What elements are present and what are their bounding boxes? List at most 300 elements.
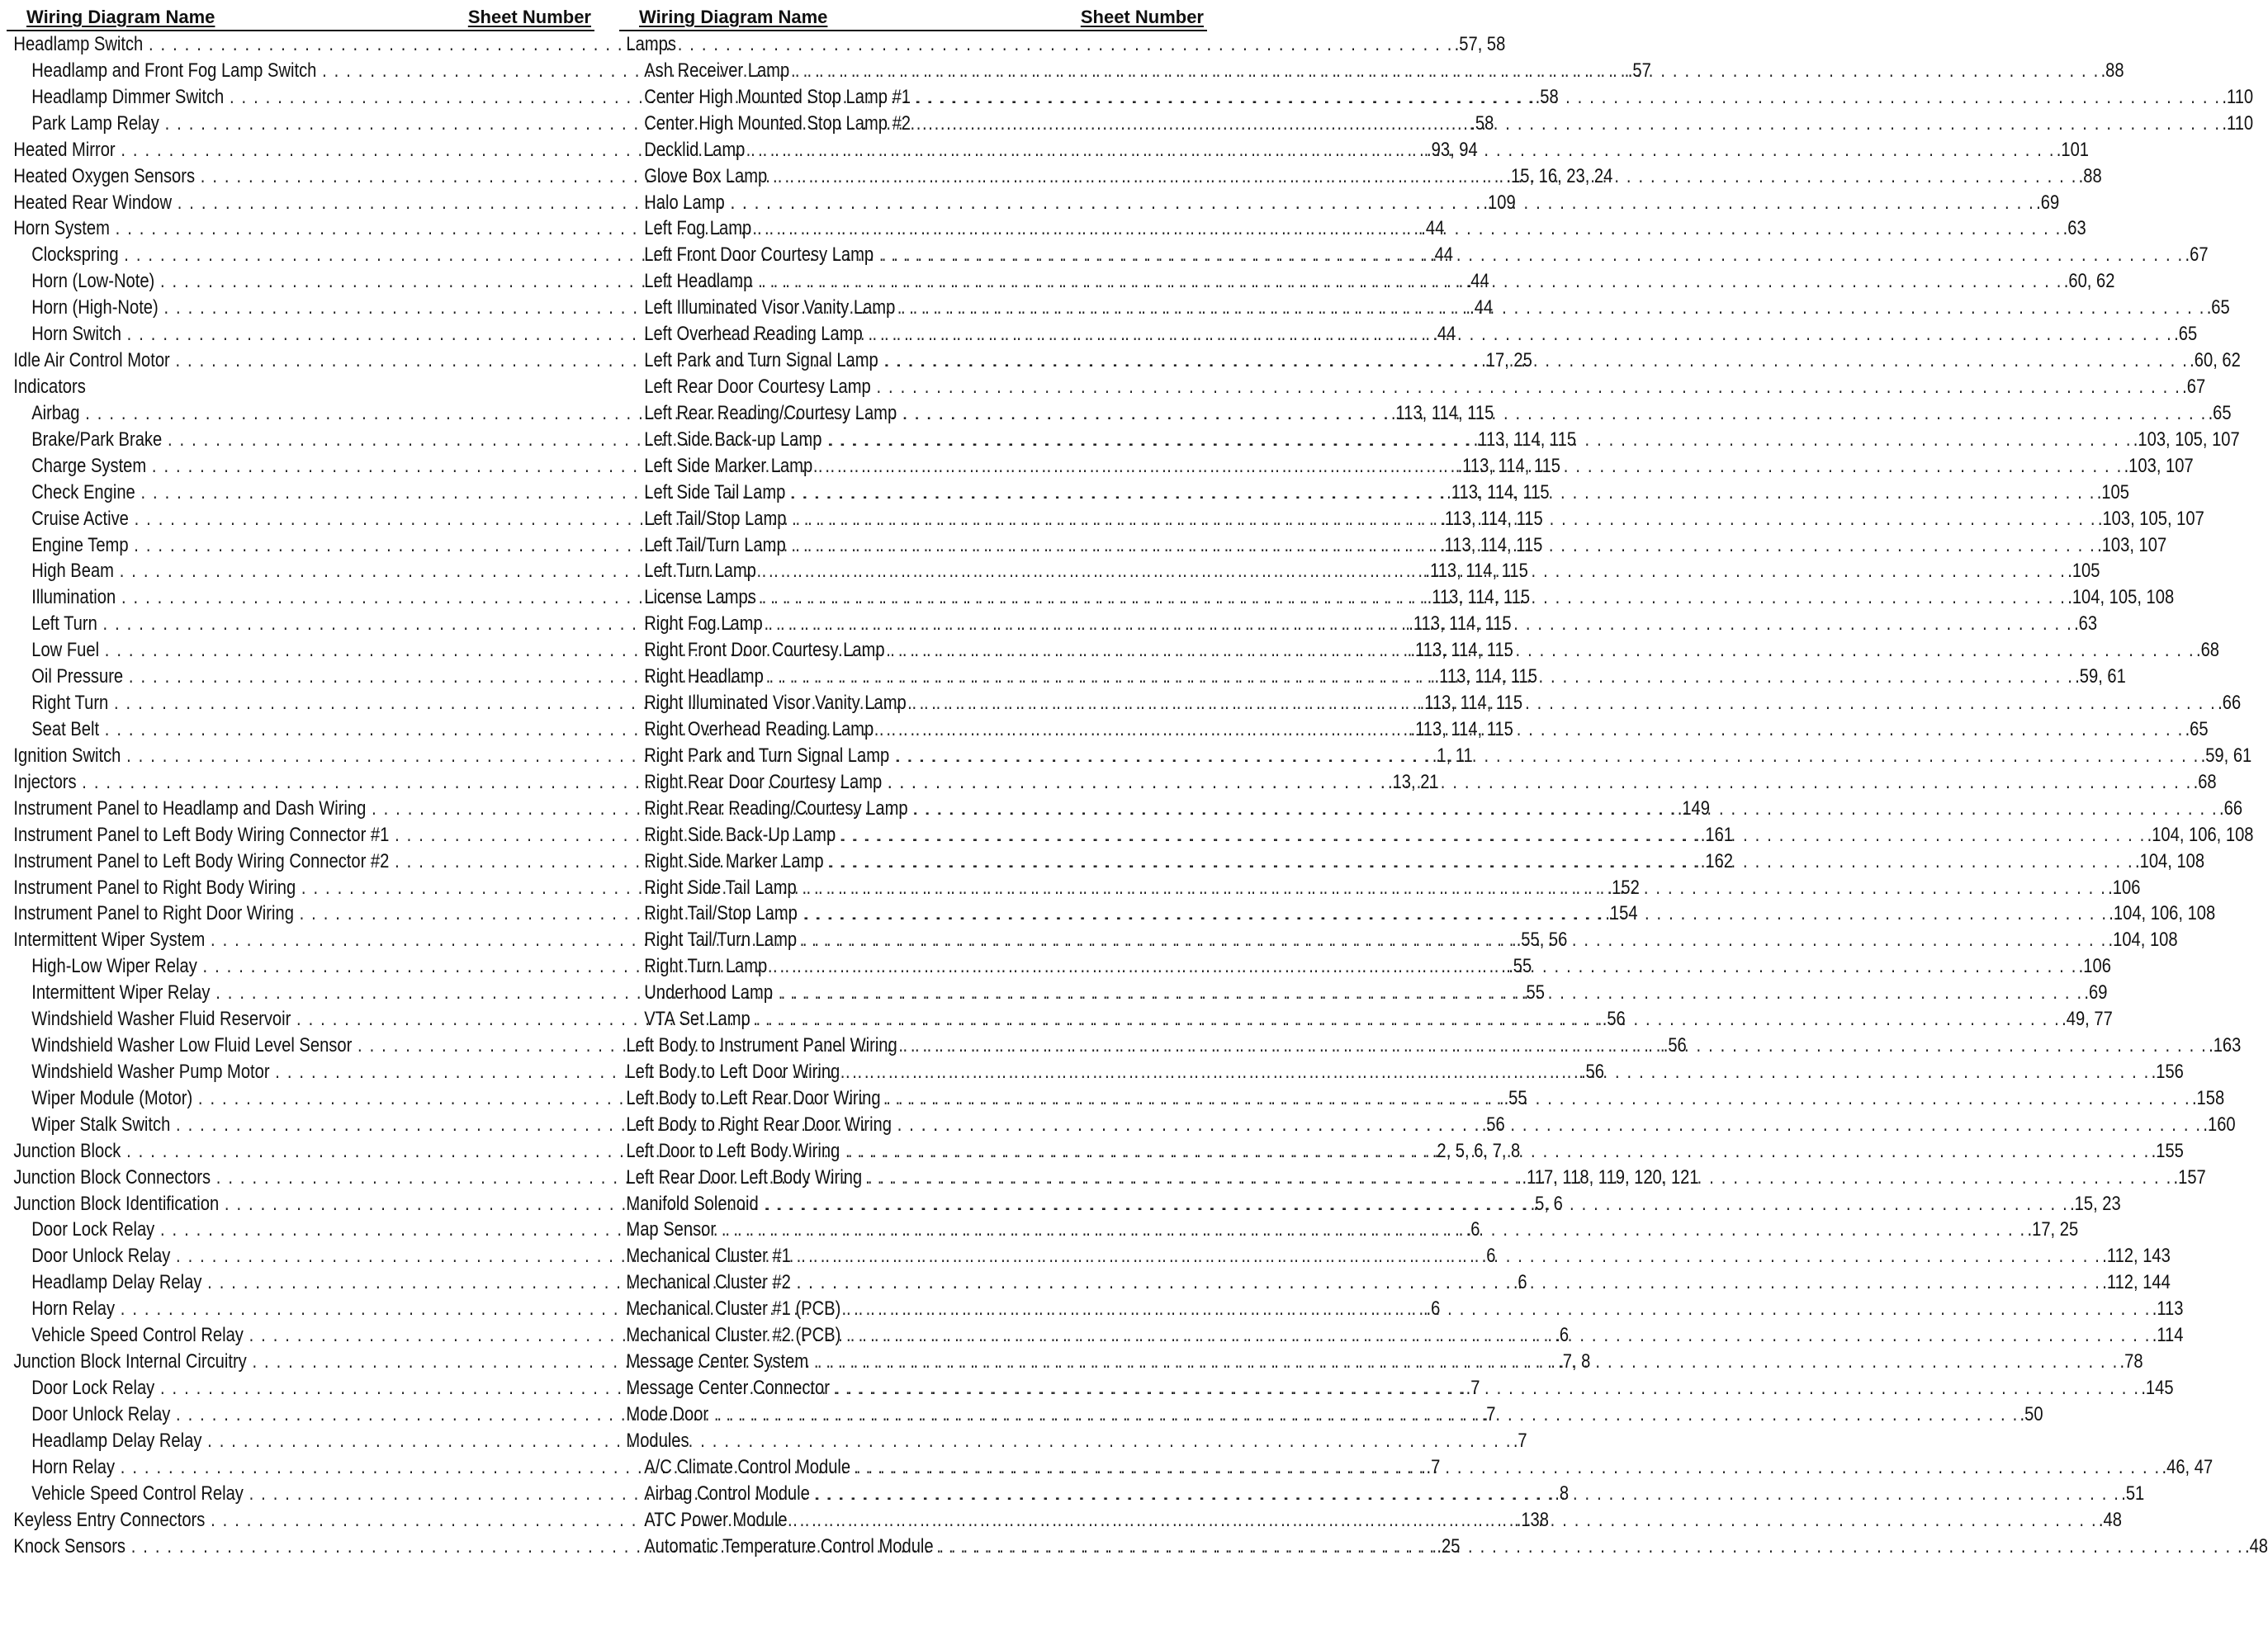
entry-name: Left Body to Left Door Wiring <box>626 1060 840 1083</box>
entry-name: License Lamps <box>644 586 756 609</box>
dot-leader <box>911 690 2216 716</box>
entry-name: Horn System <box>13 217 110 240</box>
entry-sheet-number: .113, 114, 115 <box>1447 480 1550 503</box>
entry-name: Left Rear Door Left Body Wiring <box>626 1165 863 1189</box>
entry-name: A/C Climate Control Module <box>644 1455 851 1478</box>
entry-name: Junction Block Identification <box>13 1192 220 1215</box>
dot-leader <box>890 637 2195 664</box>
entry-name: Heated Rear Window <box>13 191 173 214</box>
entry-name: Right Overhead Reading Lamp <box>644 717 874 740</box>
entry-name: Left Overhead Reading Lamp <box>644 323 863 346</box>
entry-name: Left Front Door Courtesy Lamp <box>644 243 874 267</box>
dot-leader <box>769 664 2074 690</box>
dot-leader <box>939 1534 2243 1560</box>
entry-sheet-number: .163 <box>2209 1034 2242 1057</box>
entry-sheet-number: .6 <box>1481 1245 1496 1268</box>
dot-leader <box>846 1296 2151 1322</box>
entry-sheet-number: .15, 16, 23, 24 <box>1506 164 1613 187</box>
entry-name: Instrument Panel to Right Door Wiring <box>13 902 294 925</box>
entry-sheet-number: .15, 23 <box>2070 1192 2121 1215</box>
entry-sheet-number: .44 <box>1470 296 1494 319</box>
dot-leader <box>901 295 2205 321</box>
entry-sheet-number: .8 <box>1555 1482 1570 1505</box>
entry-name: Left Rear Reading/Courtesy Lamp <box>644 401 897 424</box>
index-entry <box>619 1243 2171 1269</box>
entry-name: Left Park and Turn Signal Lamp <box>644 349 878 372</box>
entry-name: Glove Box Lamp <box>644 164 768 187</box>
dot-leader <box>883 347 2188 374</box>
entry-sheet-number: .69 <box>2036 191 2060 214</box>
entry-sheet-number: .154 <box>1605 902 1638 925</box>
dot-leader <box>714 1401 2019 1428</box>
entry-name: Ash Receiver Lamp <box>644 59 790 82</box>
entry-name: Airbag Control Module <box>644 1482 810 1505</box>
dot-leader <box>836 1375 2140 1401</box>
wiring-diagram-name-header: Wiring Diagram Name <box>26 7 215 27</box>
entry-sheet-number: .7 <box>1465 1377 1480 1400</box>
entry-name: Left Turn <box>31 612 97 636</box>
entry-name: Intermittent Wiper Relay <box>31 981 211 1004</box>
entry-name: Left Door to Left Body Wiring <box>626 1139 840 1162</box>
entry-name: Halo Lamp <box>644 191 725 214</box>
entry-name: Right Turn <box>31 692 109 715</box>
entry-sheet-number: .65 <box>2185 717 2209 740</box>
entry-name: Map Sensor <box>626 1218 717 1241</box>
entry-sheet-number: .101 <box>2056 138 2090 161</box>
entry-sheet-number: .106 <box>2108 876 2141 899</box>
entry-sheet-number: .60, 62 <box>2063 270 2115 293</box>
entry-name: Horn Relay <box>31 1297 116 1321</box>
dot-leader <box>773 953 2077 980</box>
entry-name: Check Engine <box>31 480 135 503</box>
entry-sheet-number: .114 <box>2152 1324 2184 1347</box>
dot-leader <box>902 1033 2207 1059</box>
dot-leader <box>846 1322 2151 1349</box>
entry-name: Wiper Module (Motor) <box>31 1086 193 1109</box>
entry-name: Idle Air Control Motor <box>13 349 170 372</box>
entry-name: Windshield Washer Low Fluid Level Sensor <box>31 1034 353 1057</box>
entry-name: Windshield Washer Fluid Reservoir <box>31 1008 291 1031</box>
entry-name: Message Center Connector <box>626 1377 830 1400</box>
dot-leader <box>755 1006 2060 1033</box>
entry-sheet-number: .6 <box>1555 1324 1570 1347</box>
entry-name: Headlamp Switch <box>13 33 144 55</box>
entry-sheet-number: .57, 58 <box>1454 33 1506 55</box>
entry-sheet-number: .138 <box>1516 1508 1549 1531</box>
entry-name: Ignition Switch <box>13 744 121 767</box>
entry-name: Brake/Park Brake <box>31 428 163 451</box>
entry-sheet-number: .56 <box>1481 1113 1505 1136</box>
entry-name: Horn (Low-Note) <box>31 270 155 293</box>
dot-leader <box>827 427 2132 453</box>
entry-sheet-number: .17, 25 <box>1481 349 1532 372</box>
dot-leader <box>868 1165 2172 1191</box>
entry-name: Instrument Panel to Left Body Wiring Connector #1 <box>13 823 390 846</box>
entry-name: Right Tail/Stop Lamp <box>644 902 798 925</box>
dot-leader <box>902 400 2207 427</box>
entry-sheet-number: .88 <box>2100 59 2124 82</box>
dot-leader <box>722 1217 2026 1243</box>
entry-sheet-number: .105 <box>2096 480 2129 503</box>
entry-sheet-number: .60, 62 <box>2190 349 2241 372</box>
entry-sheet-number: .104, 106, 108 <box>2109 902 2216 925</box>
entry-name: High Beam <box>31 560 114 583</box>
index-entry <box>619 1296 2184 1322</box>
entry-name: Left Side Marker Lamp <box>644 454 813 477</box>
entry-sheet-number: .65 <box>2206 296 2230 319</box>
dot-leader <box>750 137 2055 163</box>
entry-name: Left Side Back-up Lamp <box>644 428 822 451</box>
dot-leader <box>768 611 2072 637</box>
entry-name: Right Headlamp <box>644 665 764 688</box>
entry-sheet-number: .55 <box>1503 1086 1527 1109</box>
entry-sheet-number: .1, 11 <box>1432 744 1473 767</box>
entry-name: Right Front Door Courtesy Lamp <box>644 639 885 662</box>
entry-name: Headlamp and Front Fog Lamp Switch <box>31 59 317 82</box>
dot-leader <box>762 558 2067 584</box>
column-header <box>7 5 594 31</box>
entry-sheet-number: .103, 105, 107 <box>2133 428 2240 451</box>
dot-leader <box>797 1269 2101 1296</box>
entry-sheet-number: .113, 114, 115 <box>1439 533 1543 556</box>
entry-sheet-number: .50 <box>2019 1402 2043 1425</box>
entry-sheet-number: .69 <box>2084 981 2108 1004</box>
entry-name: Instrument Panel to Headlamp and Dash Wiring <box>13 796 367 820</box>
entry-sheet-number: .93, 94 <box>1427 138 1478 161</box>
entry-sheet-number: .113, 114, 115 <box>1427 586 1531 609</box>
dot-leader <box>791 480 2095 506</box>
entry-name: Junction Block <box>13 1139 121 1162</box>
dot-leader <box>803 900 2108 927</box>
entry-name: Left Body to Instrument Panel Wiring <box>626 1034 897 1057</box>
dot-leader <box>762 584 2067 611</box>
entry-name: Door Lock Relay <box>31 1218 155 1241</box>
entry-name: Center High Mounted Stop Lamp #1 <box>644 85 911 108</box>
entry-sheet-number: .5, 6 <box>1530 1192 1563 1215</box>
entry-sheet-number: .59, 61 <box>2075 665 2126 688</box>
dot-leader <box>845 1059 2150 1085</box>
dot-leader <box>913 796 2218 822</box>
entry-sheet-number: .113, 114, 115 <box>1419 692 1523 715</box>
entry-sheet-number: .104, 108 <box>2135 849 2205 872</box>
entry-sheet-number: .58 <box>1470 111 1494 135</box>
entry-name: Horn Relay <box>31 1455 116 1478</box>
entry-sheet-number: .7 <box>1426 1455 1441 1478</box>
entry-sheet-number: .2, 5, 6, 7, 8 <box>1432 1139 1521 1162</box>
entry-name: Wiper Stalk Switch <box>31 1113 171 1136</box>
dot-leader <box>916 84 2221 111</box>
dot-leader <box>916 111 2221 137</box>
entry-name: Junction Block Internal Circuitry <box>13 1350 247 1373</box>
entry-name: Underhood Lamp <box>644 981 774 1004</box>
dot-leader <box>886 1085 2190 1112</box>
entry-sheet-number: .51 <box>2121 1482 2145 1505</box>
dot-leader <box>803 927 2107 953</box>
dot-leader <box>802 875 2106 901</box>
entry-name: Clockspring <box>31 243 119 267</box>
entry-name: Modules <box>626 1429 689 1452</box>
dot-leader <box>876 374 2180 400</box>
entry-name: Right Park and Turn Signal Lamp <box>644 744 890 767</box>
entry-sheet-number: .44 <box>1465 270 1489 293</box>
entry-name: Left Body to Left Rear Door Wiring <box>626 1086 881 1109</box>
entry-sheet-number: .103, 105, 107 <box>2097 507 2204 530</box>
entry-name: Decklid Lamp <box>644 138 746 161</box>
entry-sheet-number: .48 <box>2244 1534 2268 1557</box>
entry-sheet-number: .161 <box>1700 823 1734 846</box>
entry-name: Left Turn Lamp <box>644 560 756 583</box>
entry-name: Illumination <box>31 586 116 609</box>
entry-sheet-number: .63 <box>2062 217 2086 240</box>
dot-leader <box>829 848 2133 875</box>
entry-name: Injectors <box>13 770 77 793</box>
index-entry <box>619 1401 2043 1428</box>
entry-sheet-number: .55 <box>1508 955 1532 978</box>
entry-sheet-number: .56 <box>1663 1034 1687 1057</box>
dot-leader <box>797 1243 2101 1269</box>
entry-sheet-number: .13, 21 <box>1387 770 1439 793</box>
entry-name: Right Rear Reading/Courtesy Lamp <box>644 796 908 820</box>
entry-sheet-number: .44 <box>1421 217 1445 240</box>
entry-sheet-number: .149 <box>1677 796 1710 820</box>
dot-leader <box>868 321 2172 347</box>
entry-sheet-number: .65 <box>2174 323 2198 346</box>
entry-name: Cruise Active <box>31 507 129 530</box>
entry-name: Engine Temp <box>31 533 129 556</box>
entry-sheet-number: .7 <box>1481 1402 1496 1425</box>
entry-name: Low Fuel <box>31 639 100 662</box>
dot-leader <box>758 268 2062 295</box>
index-entry <box>619 1375 2174 1401</box>
dot-leader <box>779 980 2083 1006</box>
entry-name: Mode Door <box>626 1402 709 1425</box>
entry-sheet-number: .113, 114, 115 <box>1410 639 1513 662</box>
entry-name: Mechanical Cluster #2 (PCB) <box>626 1324 841 1347</box>
entry-sheet-number: .66 <box>2218 692 2242 715</box>
entry-sheet-number: .113, 114, 115 <box>1390 401 1494 424</box>
entry-sheet-number: .48 <box>2098 1508 2122 1531</box>
entry-name: Left Rear Door Courtesy Lamp <box>644 375 871 398</box>
entry-sheet-number: .112, 144 <box>2102 1271 2171 1294</box>
dot-leader <box>791 532 2095 559</box>
entry-name: Door Unlock Relay <box>31 1245 171 1268</box>
index-entry <box>619 1322 2184 1349</box>
dot-leader <box>730 190 2034 216</box>
dot-leader <box>818 453 2123 480</box>
dot-leader <box>814 1349 2119 1375</box>
entry-sheet-number: .49, 77 <box>2062 1008 2113 1031</box>
entry-name: Lamps <box>626 33 676 55</box>
entry-sheet-number: .112, 143 <box>2102 1245 2171 1268</box>
entry-sheet-number: .104, 105, 108 <box>2067 586 2175 609</box>
entry-name: Keyless Entry Connectors <box>13 1508 206 1531</box>
dot-leader <box>845 1138 2150 1165</box>
entry-name: Left Tail/Stop Lamp <box>644 507 787 530</box>
index-entry <box>619 1454 2214 1481</box>
entry-name: Manifold Solenoid <box>626 1192 759 1215</box>
column-header <box>619 5 1207 31</box>
entry-sheet-number: .66 <box>2219 796 2243 820</box>
entry-name: Knock Sensors <box>13 1534 125 1557</box>
sheet-number-header: Sheet Number <box>467 7 591 27</box>
entry-sheet-number: .46, 47 <box>2161 1455 2214 1478</box>
entry-sheet-number: .6 <box>1513 1271 1527 1294</box>
entry-sheet-number: .117, 118, 119, 120, 121 <box>1522 1165 1699 1189</box>
entry-sheet-number: .17, 25 <box>2027 1218 2079 1241</box>
dot-leader <box>773 163 2077 190</box>
index-entry <box>619 1269 2171 1296</box>
entry-name: Headlamp Delay Relay <box>31 1271 202 1294</box>
entry-sheet-number: .113, 114, 115 <box>1410 717 1513 740</box>
entry-sheet-number: .113, 114, 115 <box>1440 507 1543 530</box>
entry-sheet-number: .106 <box>2078 955 2111 978</box>
entry-sheet-number: .67 <box>2182 375 2206 398</box>
entry-name: Charge System <box>31 454 147 477</box>
entry-name: Left Headlamp <box>644 270 753 293</box>
index-entry <box>619 374 2206 400</box>
entry-name: Right Tail/Turn Lamp <box>644 929 798 952</box>
dot-leader <box>888 769 2192 796</box>
entry-name: Right Side Back-Up Lamp <box>644 823 836 846</box>
entry-name: VTA Set Lamp <box>644 1008 750 1031</box>
entry-name: Headlamp Dimmer Switch <box>31 85 225 108</box>
wiring-diagram-name-header: Wiring Diagram Name <box>639 7 828 27</box>
entry-name: Intermittent Wiper System <box>13 929 206 952</box>
entry-sheet-number: .58 <box>1535 85 1559 108</box>
entry-name: Windshield Washer Pump Motor <box>31 1060 270 1083</box>
entry-sheet-number: .78 <box>2119 1350 2143 1373</box>
entry-sheet-number: .157 <box>2173 1165 2206 1189</box>
dot-leader <box>816 1481 2120 1507</box>
entry-sheet-number: .57 <box>1627 59 1651 82</box>
entry-sheet-number: .65 <box>2208 401 2232 424</box>
entry-sheet-number: .162 <box>1700 849 1734 872</box>
dot-leader <box>793 1507 2097 1534</box>
entry-sheet-number: .113, 114, 115 <box>1457 454 1561 477</box>
entry-sheet-number: .113, 114, 115 <box>1409 612 1512 636</box>
entry-sheet-number: .113, 114, 115 <box>1434 665 1537 688</box>
index-entry <box>619 1059 2184 1085</box>
dot-leader <box>795 58 2100 84</box>
entry-name: Instrument Panel to Left Body Wiring Connector #2 <box>13 849 390 872</box>
dot-leader <box>856 1454 2161 1481</box>
entry-sheet-number: .55 <box>1521 981 1545 1004</box>
entry-name: Oil Pressure <box>31 665 124 688</box>
entry-sheet-number: .104, 108 <box>2108 929 2178 952</box>
entry-name: Mechanical Cluster #1 <box>626 1245 791 1268</box>
entry-sheet-number: .67 <box>2185 243 2209 267</box>
entry-name: Right Side Tail Lamp <box>644 876 797 899</box>
entry-name: Horn (High-Note) <box>31 296 159 319</box>
entry-name: Heated Mirror <box>13 138 116 161</box>
entry-name: High-Low Wiper Relay <box>31 955 197 978</box>
entry-name: Door Lock Relay <box>31 1377 155 1400</box>
index-group-heading <box>619 31 1214 58</box>
entry-name: Indicators <box>13 375 86 398</box>
entry-name: Park Lamp Relay <box>31 111 159 135</box>
entry-name: Airbag <box>31 401 80 424</box>
entry-sheet-number: .104, 106, 108 <box>2147 823 2254 846</box>
entry-name: Left Body to Right Rear Door Wiring <box>626 1113 892 1136</box>
entry-sheet-number: .109 <box>1483 191 1516 214</box>
entry-name: Message Center System <box>626 1350 809 1373</box>
entry-sheet-number: .55, 56 <box>1516 929 1568 952</box>
dot-leader <box>879 716 2184 743</box>
entry-sheet-number: .68 <box>2195 639 2219 662</box>
entry-name: Center High Mounted Stop Lamp #2 <box>644 111 911 135</box>
entry-sheet-number: .59, 61 <box>2200 744 2252 767</box>
index-entry <box>619 1217 2079 1243</box>
entry-sheet-number: .156 <box>2151 1060 2184 1083</box>
entry-name: Junction Block Connectors <box>13 1165 211 1189</box>
entry-sheet-number: .105 <box>2067 560 2100 583</box>
entry-sheet-number: .103, 107 <box>2097 533 2167 556</box>
entry-sheet-number: .158 <box>2191 1086 2225 1109</box>
index-entry <box>7 31 1506 58</box>
entry-name: Left Tail/Turn Lamp <box>644 533 786 556</box>
dot-leader <box>895 743 2199 769</box>
entry-name: Seat Belt <box>31 717 100 740</box>
dot-leader <box>841 822 2146 848</box>
entry-name: ATC Power Module <box>644 1508 788 1531</box>
entry-sheet-number: .7 <box>1513 1429 1527 1452</box>
dot-leader <box>792 506 2096 532</box>
index-entry <box>619 1349 2143 1375</box>
entry-sheet-number: .160 <box>2203 1113 2236 1136</box>
entry-name: Left Illuminated Visor Vanity Lamp <box>644 296 896 319</box>
entry-sheet-number: .25 <box>1437 1534 1461 1557</box>
entry-sheet-number: .113 <box>2152 1297 2184 1321</box>
entry-name: Horn Switch <box>31 323 121 346</box>
entry-name: Right Turn Lamp <box>644 955 768 978</box>
entry-sheet-number: .56 <box>1580 1060 1604 1083</box>
entry-sheet-number: .152 <box>1607 876 1640 899</box>
entry-name: Left Side Tail Lamp <box>644 480 786 503</box>
index-group-heading <box>619 1428 1214 1454</box>
entry-sheet-number: .113, 114, 115 <box>1425 560 1528 583</box>
entry-sheet-number: .113, 114, 115 <box>1473 428 1577 451</box>
entry-name: Door Unlock Relay <box>31 1402 171 1425</box>
dot-leader <box>764 1191 2068 1217</box>
entry-name: Mechanical Cluster #1 (PCB) <box>626 1297 841 1321</box>
entry-sheet-number: .63 <box>2074 612 2098 636</box>
entry-sheet-number: .110 <box>2222 85 2254 108</box>
entry-name: Vehicle Speed Control Relay <box>31 1324 244 1347</box>
entry-sheet-number: .103, 107 <box>2124 454 2194 477</box>
entry-sheet-number: .6 <box>1426 1297 1441 1321</box>
index-entry <box>619 1481 2145 1507</box>
entry-sheet-number: .6 <box>1465 1218 1480 1241</box>
entry-sheet-number: .44 <box>1432 323 1456 346</box>
entry-name: Right Illuminated Visor Vanity Lamp <box>644 692 907 715</box>
entry-sheet-number: .68 <box>2193 770 2217 793</box>
entry-name: Automatic Temperature Control Module <box>644 1534 934 1557</box>
entry-name: Right Side Marker Lamp <box>644 849 824 872</box>
entry-sheet-number: .7, 8 <box>1558 1350 1591 1373</box>
entry-name: Right Rear Door Courtesy Lamp <box>644 770 883 793</box>
dot-leader <box>897 1112 2202 1138</box>
entry-name: Left Fog Lamp <box>644 217 752 240</box>
entry-name: Mechanical Cluster #2 <box>626 1271 791 1294</box>
index-group-heading <box>7 374 601 400</box>
entry-name: Headlamp Delay Relay <box>31 1429 202 1452</box>
entry-sheet-number: .145 <box>2141 1377 2174 1400</box>
entry-sheet-number: .56 <box>1602 1008 1626 1031</box>
entry-name: Right Fog Lamp <box>644 612 763 636</box>
entry-sheet-number: .88 <box>2078 164 2102 187</box>
entry-name: Instrument Panel to Right Body Wiring <box>13 876 296 899</box>
sheet-number-header: Sheet Number <box>1080 7 1204 27</box>
